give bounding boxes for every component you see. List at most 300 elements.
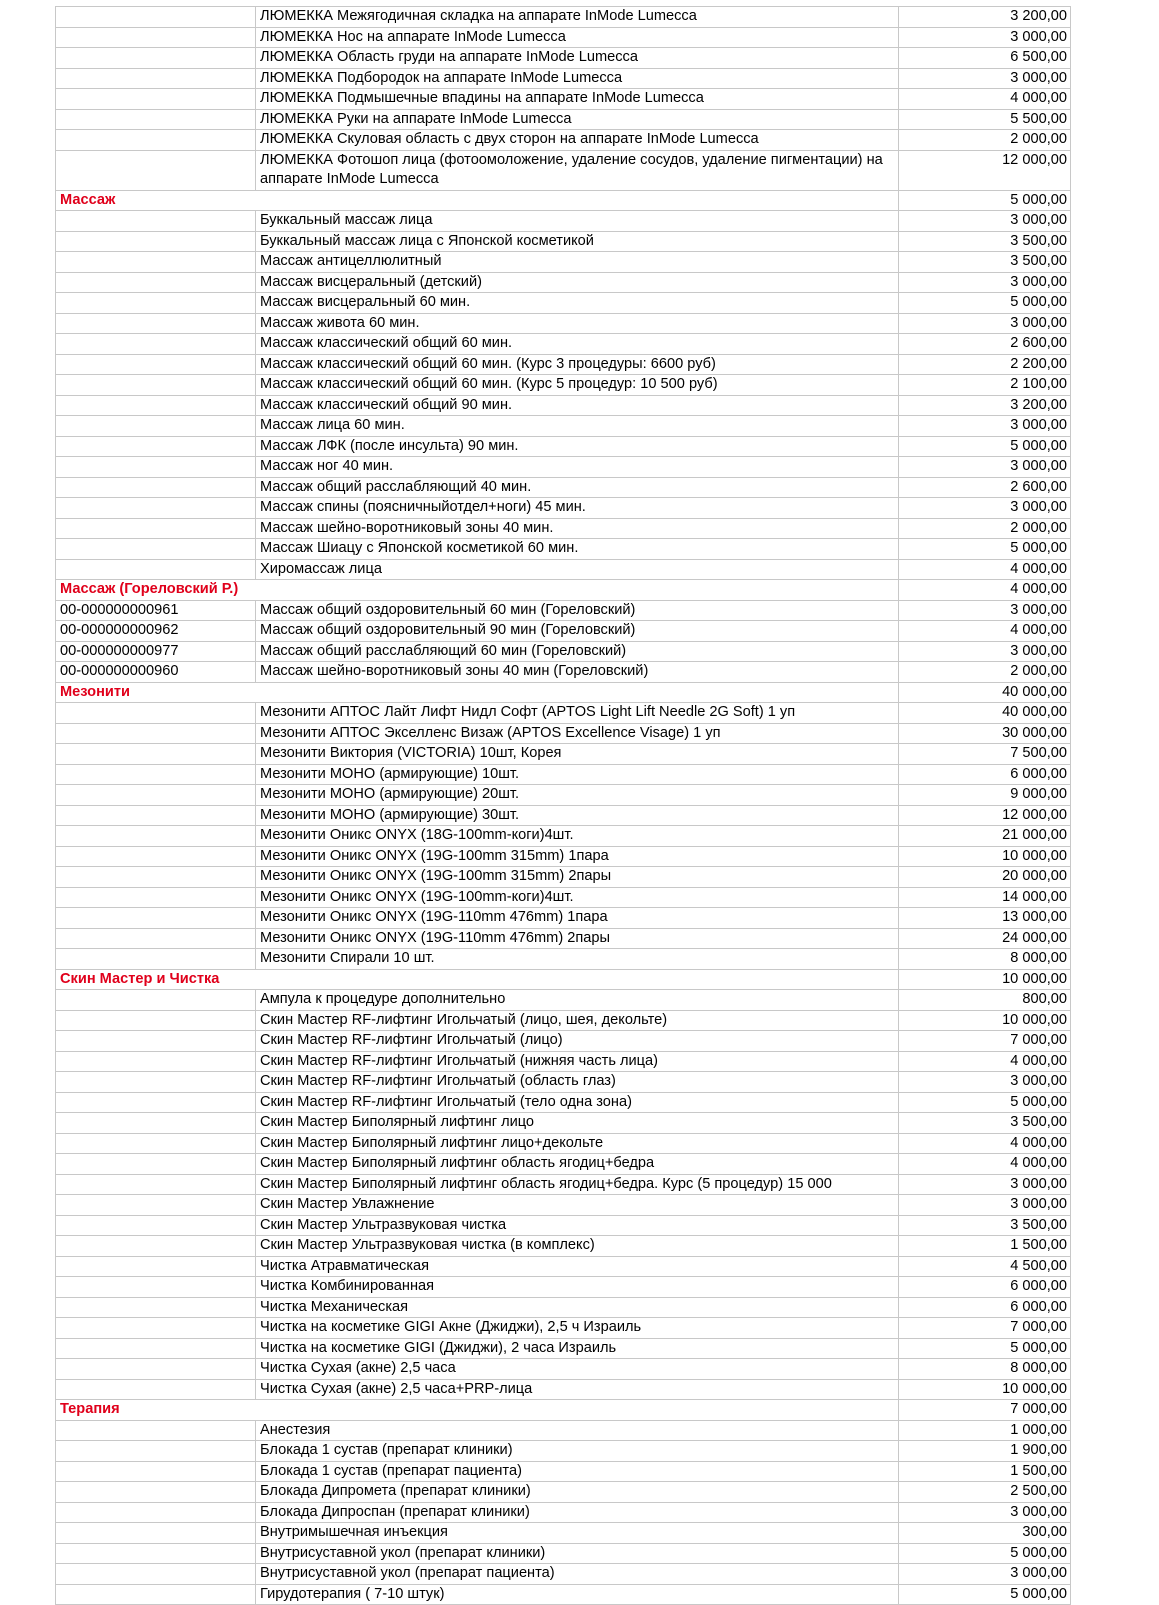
price-value: 8 000,00 [899,949,1071,970]
service-name: Массаж классический общий 60 мин. (Курс 5 процедур: 10 500 руб) [256,375,899,396]
table-row [55,1441,1071,1462]
table-row [55,375,1071,396]
table-row [55,1236,1071,1257]
service-name: Чистка на косметике GIGI Акне (Джиджи), 2,5 ч Израиль [256,1318,899,1339]
category-title: Массаж [55,191,256,212]
table-row [55,1113,1071,1134]
table-row [55,1277,1071,1298]
price-value: 2 000,00 [899,519,1071,540]
item-code [55,826,256,847]
service-name: Массаж шейно-воротниковый зоны 40 мин. [256,519,899,540]
price-value: 3 000,00 [899,1503,1071,1524]
item-code [55,375,256,396]
table-row [55,1523,1071,1544]
category-title: Массаж (Гореловский Р.) [55,580,256,601]
price-value: 5 000,00 [899,1339,1071,1360]
item-code [55,48,256,69]
table-row [55,252,1071,273]
price-value: 2 500,00 [899,1482,1071,1503]
category-row [55,191,1071,212]
service-name: Мезонити МОНО (армирующие) 10шт. [256,765,899,786]
table-row [55,990,1071,1011]
item-code [55,1154,256,1175]
table-row [55,28,1071,49]
item-code [55,744,256,765]
price-value: 40 000,00 [899,703,1071,724]
item-code [55,232,256,253]
service-name: Скин Мастер Увлажнение [256,1195,899,1216]
item-code [55,130,256,151]
price-value: 4 000,00 [899,1154,1071,1175]
table-row [55,1564,1071,1585]
item-code [55,888,256,909]
table-row [55,601,1071,622]
item-code [55,519,256,540]
service-name: Мезонити АПТОС Лайт Лифт Нидл Софт (APTOS Light Lift Needle 2G Soft) 1 уп [256,703,899,724]
price-value: 3 000,00 [899,642,1071,663]
item-code [55,1318,256,1339]
service-name: Мезонити Оникс ONYX (19G-100mm 315mm) 1пара [256,847,899,868]
service-name: ЛЮМЕККА Скуловая область с двух сторон на аппарате InMode Lumecca [256,130,899,151]
service-name: Чистка на косметике GIGI (Джиджи), 2 часа Израиль [256,1339,899,1360]
table-row [55,130,1071,151]
item-code: 00-000000000961 [55,601,256,622]
table-row [55,1503,1071,1524]
table-row [55,621,1071,642]
item-code [55,1031,256,1052]
price-value: 1 500,00 [899,1462,1071,1483]
item-code [55,151,256,191]
table-row [55,1359,1071,1380]
service-name: ЛЮМЕККА Нос на аппарате InMode Lumecca [256,28,899,49]
service-name: Массаж антицеллюлитный [256,252,899,273]
item-code [55,1421,256,1442]
price-value: 3 000,00 [899,1072,1071,1093]
item-code [55,908,256,929]
price-value: 5 000,00 [899,539,1071,560]
service-name: Массаж висцеральный (детский) [256,273,899,294]
service-name: Массаж лица 60 мин. [256,416,899,437]
category-spacer [256,191,899,212]
item-code [55,252,256,273]
price-value: 5 000,00 [899,437,1071,458]
service-name: Чистка Сухая (акне) 2,5 часа [256,1359,899,1380]
service-name: Мезонити Оникс ONYX (19G-110mm 476mm) 1пара [256,908,899,929]
table-row [55,642,1071,663]
table-row [55,1482,1071,1503]
price-value: 10 000,00 [899,970,1071,991]
price-value: 7 500,00 [899,744,1071,765]
item-code [55,1195,256,1216]
service-name: Скин Мастер Ультразвуковая чистка (в комплекс) [256,1236,899,1257]
table-row [55,1339,1071,1360]
item-code [55,1236,256,1257]
price-value: 2 000,00 [899,662,1071,683]
price-value: 4 000,00 [899,560,1071,581]
category-spacer [256,970,899,991]
item-code [55,1380,256,1401]
table-row [55,89,1071,110]
service-name: Массаж Шиацу с Японской косметикой 60 мин. [256,539,899,560]
price-value: 2 200,00 [899,355,1071,376]
table-row [55,908,1071,929]
table-row [55,478,1071,499]
price-value: 4 000,00 [899,580,1071,601]
service-name: Внутримышечная инъекция [256,1523,899,1544]
table-row [55,519,1071,540]
table-row [55,765,1071,786]
service-name: Массаж ЛФК (после инсульта) 90 мин. [256,437,899,458]
price-value: 800,00 [899,990,1071,1011]
item-code [55,498,256,519]
item-code [55,539,256,560]
item-code [55,1585,256,1605]
table-row [55,806,1071,827]
service-name: Блокада 1 сустав (препарат клиники) [256,1441,899,1462]
price-value: 4 000,00 [899,89,1071,110]
price-value: 10 000,00 [899,847,1071,868]
item-code [55,990,256,1011]
price-value: 3 500,00 [899,232,1071,253]
table-row [55,826,1071,847]
table-row [55,110,1071,131]
category-spacer [256,683,899,704]
price-value: 3 500,00 [899,1216,1071,1237]
item-code [55,1441,256,1462]
service-name: Мезонити Оникс ONYX (19G-100mm-коги)4шт. [256,888,899,909]
price-value: 3 000,00 [899,601,1071,622]
service-name: ЛЮМЕККА Межягодичная складка на аппарате InMode Lumecca [256,6,899,28]
item-code [55,724,256,745]
item-code [55,314,256,335]
table-row [55,1031,1071,1052]
table-row [55,1298,1071,1319]
price-value: 5 000,00 [899,1544,1071,1565]
table-row [55,560,1071,581]
price-value: 9 000,00 [899,785,1071,806]
price-value: 14 000,00 [899,888,1071,909]
item-code [55,806,256,827]
price-value: 5 000,00 [899,1093,1071,1114]
item-code [55,847,256,868]
service-name: Хиромассаж лица [256,560,899,581]
price-value: 2 100,00 [899,375,1071,396]
table-row [55,69,1071,90]
price-value: 40 000,00 [899,683,1071,704]
item-code [55,211,256,232]
price-value: 3 000,00 [899,1175,1071,1196]
price-value: 3 000,00 [899,457,1071,478]
price-list-table [55,6,1071,1605]
service-name: Буккальный массаж лица с Японской косметикой [256,232,899,253]
price-value: 30 000,00 [899,724,1071,745]
service-name: Ампула к процедуре дополнительно [256,990,899,1011]
category-title: Скин Мастер и Чистка [55,970,256,991]
table-row [55,457,1071,478]
table-row [55,785,1071,806]
item-code [55,1359,256,1380]
item-code [55,416,256,437]
item-code [55,293,256,314]
item-code [55,949,256,970]
price-value: 6 000,00 [899,1298,1071,1319]
item-code [55,110,256,131]
table-row [55,498,1071,519]
service-name: Внутрисуставной укол (препарат клиники) [256,1544,899,1565]
item-code [55,396,256,417]
service-name: Массаж общий оздоровительный 60 мин (Гореловский) [256,601,899,622]
service-name: Мезонити МОНО (армирующие) 20шт. [256,785,899,806]
item-code [55,273,256,294]
price-value: 6 000,00 [899,765,1071,786]
item-code [55,1216,256,1237]
service-name: Чистка Комбинированная [256,1277,899,1298]
category-row [55,970,1071,991]
table-row [55,1257,1071,1278]
item-code [55,69,256,90]
price-value: 7 000,00 [899,1031,1071,1052]
service-name: Внутрисуставной укол (препарат пациента) [256,1564,899,1585]
price-value: 300,00 [899,1523,1071,1544]
item-code [55,1564,256,1585]
table-row [55,1380,1071,1401]
service-name: Мезонити Оникс ONYX (19G-100mm 315mm) 2пары [256,867,899,888]
price-value: 7 000,00 [899,1318,1071,1339]
table-row [55,1421,1071,1442]
item-code [55,89,256,110]
price-value: 3 200,00 [899,396,1071,417]
item-code [55,355,256,376]
item-code [55,1072,256,1093]
price-value: 4 500,00 [899,1257,1071,1278]
table-row [55,1462,1071,1483]
table-row [55,703,1071,724]
service-name: Чистка Механическая [256,1298,899,1319]
item-code [55,1113,256,1134]
item-code [55,334,256,355]
table-row [55,416,1071,437]
table-row [55,1175,1071,1196]
service-name: Скин Мастер Биполярный лифтинг область ягодиц+бедра. Курс (5 процедур) 15 000 [256,1175,899,1196]
price-value: 3 000,00 [899,273,1071,294]
service-name: Скин Мастер Ультразвуковая чистка [256,1216,899,1237]
service-name: Скин Мастер Биполярный лифтинг лицо+декольте [256,1134,899,1155]
service-name: Скин Мастер RF-лифтинг Игольчатый (лицо) [256,1031,899,1052]
service-name: Чистка Сухая (акне) 2,5 часа+PRP-лица [256,1380,899,1401]
price-value: 5 000,00 [899,191,1071,212]
table-row [55,1544,1071,1565]
item-code [55,785,256,806]
item-code [55,1339,256,1360]
table-row [55,888,1071,909]
item-code [55,1298,256,1319]
table-row [55,724,1071,745]
table-row [55,744,1071,765]
price-value: 1 900,00 [899,1441,1071,1462]
price-value: 12 000,00 [899,151,1071,191]
service-name: Мезонити МОНО (армирующие) 30шт. [256,806,899,827]
table-row [55,151,1071,191]
item-code: 00-000000000977 [55,642,256,663]
service-name: Массаж живота 60 мин. [256,314,899,335]
table-row [55,437,1071,458]
price-value: 21 000,00 [899,826,1071,847]
table-row [55,949,1071,970]
price-value: 3 200,00 [899,6,1071,28]
item-code [55,703,256,724]
service-name: Буккальный массаж лица [256,211,899,232]
price-value: 3 000,00 [899,314,1071,335]
item-code [55,1011,256,1032]
table-row [55,1093,1071,1114]
service-name: Мезонити Оникс ONYX (19G-110mm 476mm) 2пары [256,929,899,950]
service-name: Массаж спины (поясничныйотдел+ноги) 45 мин. [256,498,899,519]
service-name: Гирудотерапия ( 7-10 штук) [256,1585,899,1605]
category-spacer [256,1400,899,1421]
service-name: Массаж классический общий 90 мин. [256,396,899,417]
price-value: 10 000,00 [899,1011,1071,1032]
service-name: Массаж общий расслабляющий 60 мин (Гореловский) [256,642,899,663]
table-row [55,314,1071,335]
table-row [55,334,1071,355]
price-value: 20 000,00 [899,867,1071,888]
price-value: 5 000,00 [899,1585,1071,1605]
table-row [55,211,1071,232]
item-code [55,1093,256,1114]
item-code [55,1277,256,1298]
service-name: Массаж классический общий 60 мин. [256,334,899,355]
price-value: 7 000,00 [899,1400,1071,1421]
category-spacer [256,580,899,601]
item-code: 00-000000000962 [55,621,256,642]
table-row [55,929,1071,950]
table-row [55,847,1071,868]
service-name: ЛЮМЕККА Фотошоп лица (фотоомоложение, удаление сосудов, удаление пигментации) на аппарате InMode Lumecca [256,151,899,191]
item-code [55,765,256,786]
price-value: 2 600,00 [899,478,1071,499]
item-code [55,28,256,49]
service-name: Мезонити Оникс ONYX (18G-100mm-коги)4шт. [256,826,899,847]
item-code [55,1175,256,1196]
item-code [55,1257,256,1278]
service-name: Чистка Атравматическая [256,1257,899,1278]
table-row [55,1195,1071,1216]
price-value: 4 000,00 [899,1134,1071,1155]
item-code [55,1052,256,1073]
price-value: 3 000,00 [899,69,1071,90]
table-row [55,1134,1071,1155]
price-value: 6 000,00 [899,1277,1071,1298]
price-value: 13 000,00 [899,908,1071,929]
service-name: ЛЮМЕККА Подмышечные впадины на аппарате InMode Lumecca [256,89,899,110]
item-code [55,1462,256,1483]
table-row [55,867,1071,888]
price-value: 1 500,00 [899,1236,1071,1257]
price-value: 3 000,00 [899,498,1071,519]
table-row [55,662,1071,683]
price-value: 2 600,00 [899,334,1071,355]
price-value: 3 500,00 [899,1113,1071,1134]
price-value: 10 000,00 [899,1380,1071,1401]
service-name: Блокада Дипроспан (препарат клиники) [256,1503,899,1524]
item-code [55,1544,256,1565]
table-row [55,396,1071,417]
table-row [55,6,1071,28]
service-name: Мезонити АПТОС Экселленс Визаж (APTOS Excellence Visage) 1 уп [256,724,899,745]
price-value: 3 500,00 [899,252,1071,273]
item-code [55,1482,256,1503]
service-name: ЛЮМЕККА Руки на аппарате InMode Lumecca [256,110,899,131]
item-code [55,1134,256,1155]
category-row [55,580,1071,601]
item-code [55,478,256,499]
price-value: 3 000,00 [899,1564,1071,1585]
item-code [55,457,256,478]
category-title: Терапия [55,1400,256,1421]
price-value: 3 000,00 [899,416,1071,437]
service-name: Скин Мастер RF-лифтинг Игольчатый (лицо, шея, декольте) [256,1011,899,1032]
item-code [55,867,256,888]
price-value: 1 000,00 [899,1421,1071,1442]
service-name: Массаж классический общий 60 мин. (Курс 3 процедуры: 6600 руб) [256,355,899,376]
price-value: 5 500,00 [899,110,1071,131]
table-row [55,48,1071,69]
table-row [55,1154,1071,1175]
category-title: Мезонити [55,683,256,704]
service-name: Мезонити Виктория (VICTORIA) 10шт, Корея [256,744,899,765]
table-row [55,539,1071,560]
service-name: Массаж общий оздоровительный 90 мин (Гореловский) [256,621,899,642]
service-name: ЛЮМЕККА Область груди на аппарате InMode Lumecca [256,48,899,69]
service-name: Скин Мастер Биполярный лифтинг лицо [256,1113,899,1134]
service-name: ЛЮМЕККА Подбородок на аппарате InMode Lumecca [256,69,899,90]
service-name: Блокада Дипромета (препарат клиники) [256,1482,899,1503]
price-value: 2 000,00 [899,130,1071,151]
service-name: Блокада 1 сустав (препарат пациента) [256,1462,899,1483]
table-row [55,273,1071,294]
table-row [55,1011,1071,1032]
service-name: Мезонити Спирали 10 шт. [256,949,899,970]
price-value: 24 000,00 [899,929,1071,950]
price-value: 4 000,00 [899,1052,1071,1073]
item-code [55,6,256,28]
price-value: 12 000,00 [899,806,1071,827]
service-name: Массаж ног 40 мин. [256,457,899,478]
price-value: 3 000,00 [899,211,1071,232]
service-name: Скин Мастер RF-лифтинг Игольчатый (нижняя часть лица) [256,1052,899,1073]
table-row [55,1052,1071,1073]
service-name: Анестезия [256,1421,899,1442]
item-code [55,1523,256,1544]
service-name: Скин Мастер RF-лифтинг Игольчатый (область глаз) [256,1072,899,1093]
service-name: Массаж шейно-воротниковый зоны 40 мин (Гореловский) [256,662,899,683]
service-name: Скин Мастер Биполярный лифтинг область ягодиц+бедра [256,1154,899,1175]
service-name: Массаж общий расслабляющий 40 мин. [256,478,899,499]
service-name: Скин Мастер RF-лифтинг Игольчатый (тело одна зона) [256,1093,899,1114]
category-row [55,1400,1071,1421]
item-code [55,1503,256,1524]
price-value: 3 000,00 [899,28,1071,49]
item-code [55,437,256,458]
table-row [55,293,1071,314]
service-name: Массаж висцеральный 60 мин. [256,293,899,314]
table-row [55,1072,1071,1093]
price-value: 4 000,00 [899,621,1071,642]
item-code [55,929,256,950]
price-value: 8 000,00 [899,1359,1071,1380]
table-row [55,1216,1071,1237]
category-row [55,683,1071,704]
